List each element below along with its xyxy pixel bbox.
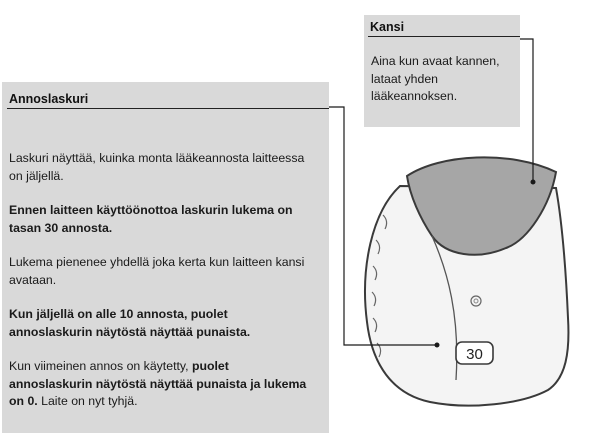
dose-counter-paragraph-2: Ennen laitteen käyttöönottoa laskurin lukema on tasan 30 annosta. bbox=[9, 203, 293, 235]
dose-counter-title: Annoslaskuri bbox=[9, 92, 89, 106]
paragraph-5-bold: puolet annoslaskurin näytöstä näyttää punaista ja lukema on 0. bbox=[9, 359, 307, 408]
cover-title: Kansi bbox=[370, 20, 405, 34]
cover-description: Aina kun avaat kannen, lataat yhden lääkeannoksen. bbox=[371, 54, 500, 103]
dose-counter-paragraph-4: Kun jäljellä on alle 10 annosta, puolet annoslaskurin näytöstä näyttää punaista. bbox=[9, 307, 251, 339]
dose-counter-value: 30 bbox=[466, 346, 483, 363]
dose-counter-paragraph-3: Lukema pienenee yhdellä joka kerta kun laitteen kansi avataan. bbox=[9, 255, 305, 287]
dose-counter-paragraph-1: Laskuri näyttää, kuinka monta lääkeannosta laitteessa on jäljellä. bbox=[9, 151, 305, 183]
dose-counter-leader-dot bbox=[435, 343, 440, 348]
cover-leader-dot bbox=[531, 180, 536, 185]
paragraph-5-end: Laite on nyt tyhjä. bbox=[37, 394, 138, 408]
paragraph-5-start: Kun viimeinen annos on käytetty, bbox=[9, 359, 192, 373]
